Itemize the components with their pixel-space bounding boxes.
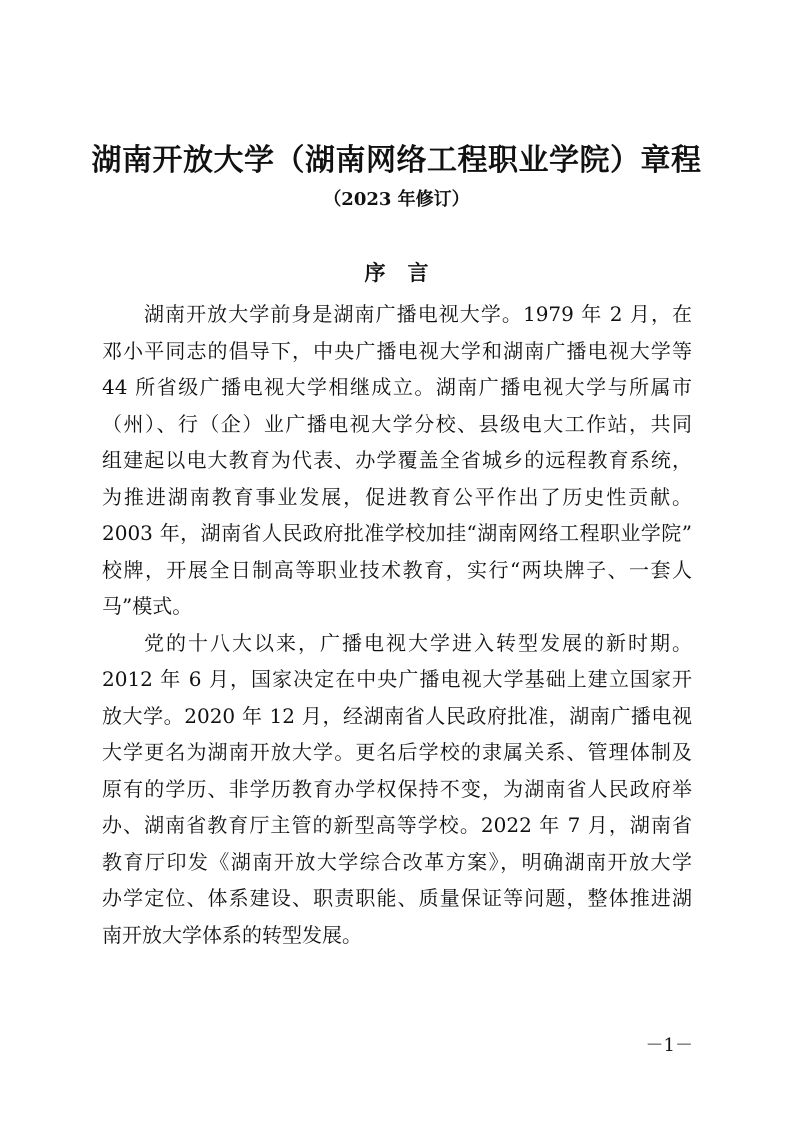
document-title: 湖南开放大学（湖南网络工程职业学院）章程 <box>91 143 702 178</box>
text-line: 原有的学历、非学历教育办学权保持不变，为湖南省人民政府举 <box>102 776 692 801</box>
paragraph <box>102 625 692 954</box>
text-line: 办学定位、体系建设、职责职能、质量保证等问题，整体推进湖 <box>102 886 692 910</box>
document-subtitle: （2023 年修订） <box>323 189 470 210</box>
paragraph <box>102 296 692 625</box>
text-line: 大学更名为湖南开放大学。更名后学校的隶属关系、管理体制及 <box>102 740 692 764</box>
text-line: 2003 年，湖南省人民政府批准学校加挂“湖南网络工程职业学院” <box>102 521 692 545</box>
text-line: 组建起以电大教育为代表、办学覆盖全省城乡的远程教育系统， <box>102 448 692 472</box>
text-line: 湖南开放大学前身是湖南广播电视大学。1979 年 2 月，在 <box>144 302 692 326</box>
text-line: 邓小平同志的倡导下，中央广播电视大学和湖南广播电视大学等 <box>102 338 692 363</box>
text-line: 放大学。2020 年 12 月，经湖南省人民政府批准，湖南广播电视 <box>102 703 692 728</box>
preface-body <box>102 296 692 953</box>
text-line: 党的十八大以来，广播电视大学进入转型发展的新时期。 <box>144 630 692 655</box>
text-line: 南开放大学体系的转型发展。 <box>102 922 362 947</box>
text-line: 为推进湖南教育事业发展，促进教育公平作出了历史性贡献。 <box>102 484 692 509</box>
text-line: 校牌，开展全日制高等职业技术教育，实行“两块牌子、一套人 <box>102 557 692 582</box>
text-line: （州）、行（企）业广播电视大学分校、县级电大工作站，共同 <box>102 411 692 436</box>
text-line: 教育厅印发《湖南开放大学综合改革方案》，明确湖南开放大学 <box>102 849 692 874</box>
page-number: －1－ <box>645 1035 693 1056</box>
text-line: 办、湖南省教育厅主管的新型高等学校。2022 年 7 月，湖南省 <box>102 813 692 837</box>
text-line: 44 所省级广播电视大学相继成立。湖南广播电视大学与所属市 <box>102 375 692 399</box>
text-line: 马”模式。 <box>102 594 193 618</box>
section-heading-preface: 序言 <box>364 261 451 285</box>
text-line: 2012 年 6 月，国家决定在中央广播电视大学基础上建立国家开 <box>102 667 692 691</box>
